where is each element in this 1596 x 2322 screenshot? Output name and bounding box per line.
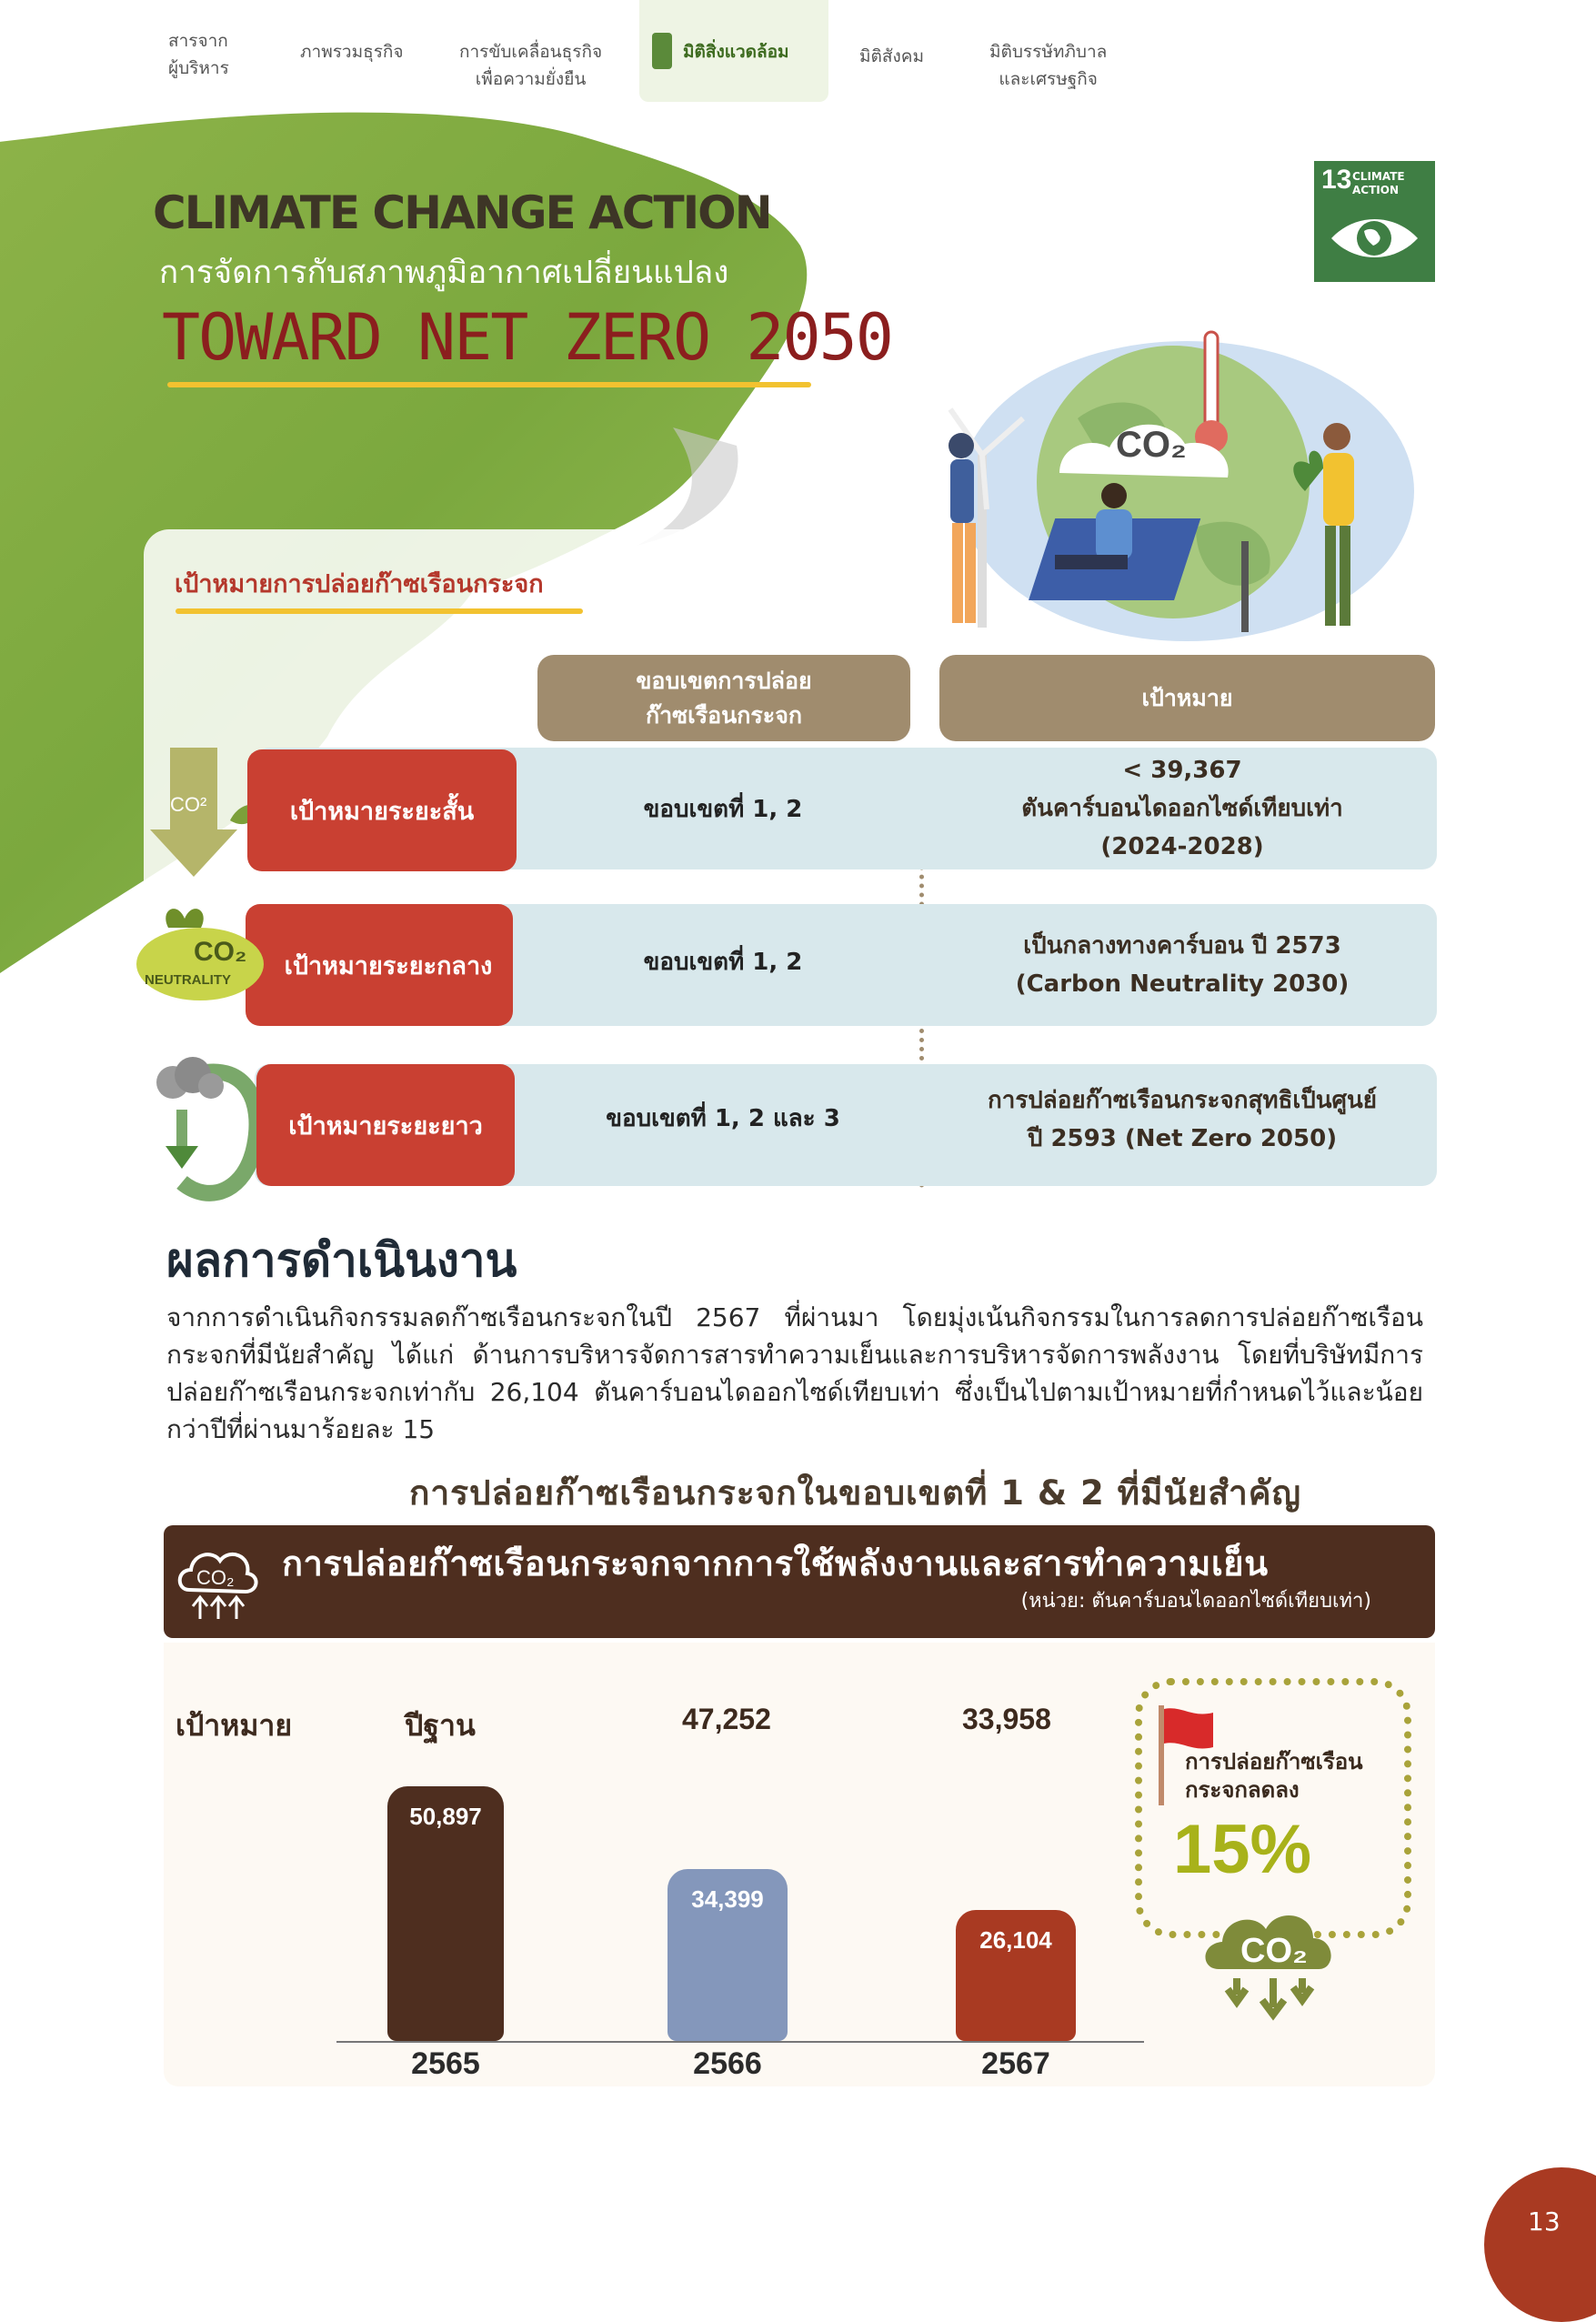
nav-active-tab[interactable] [639,0,828,102]
nav-item-social[interactable]: มิติสังคม [859,46,924,66]
target-row-medium-target: เป็นกลางทางคาร์บอน ปี 2573 (Carbon Neutrality 2030) [1015,932,1350,998]
header-scope [537,655,910,741]
page-number-badge [1484,2167,1596,2322]
bar-value-label: 26,104 [979,1926,1052,1954]
nav-item-business-overview[interactable]: ภาพรวมธุรกิจ [300,42,404,62]
performance-title: ผลการดำเนินงาน [166,1234,517,1288]
nav-item-governance[interactable]: มิติบรรษัทภิบาล และเศรษฐกิจ [989,42,1108,89]
target-row-long-scope: ขอบเขตที่ 1, 2 และ 3 [606,1104,840,1132]
hero-title-th: การจัดการกับสภาพภูมิอากาศเปลี่ยนแปลง [159,255,729,291]
cloud-co2-text: CO₂ [1240,1932,1308,1970]
bar-value-label: 50,897 [409,1803,482,1830]
leaf-icon [652,33,672,69]
x-axis [336,2041,1144,2043]
recycle-cloud-icon [146,1055,268,1205]
co2-cloud-label: CO₂ [1116,425,1187,465]
sdg-line1: CLIMATE [1352,170,1405,183]
sdg-line2: ACTION [1352,184,1399,196]
hero-title-en: CLIMATE CHANGE ACTION [153,186,771,239]
header-target-label: เป้าหมาย [1141,684,1233,711]
sdg-13-badge [1314,161,1435,282]
bar-value-label: 34,399 [691,1885,764,1913]
co2-neutrality-icon [132,900,268,1008]
hero-tagline: TOWARD NET ZERO 2050 [162,300,892,375]
row-label-target: เป้าหมาย [176,1709,293,1742]
reduction-text: การปล่อยก๊าซเรือน กระจกลดลง [1185,1749,1363,1803]
emissions-unit: (หน่วย: ตันคาร์บอนไดออกไซด์เทียบเท่า) [1020,1590,1371,1613]
col-label-2566-target: 47,252 [682,1703,771,1735]
band-co2-text: CO₂ [196,1566,235,1589]
targets-title: เป้าหมายการปล่อยก๊าซเรือนกระจก [175,570,544,598]
x-tick-label: 2565 [411,2046,480,2081]
target-row-short-target: < 39,367 ตันคาร์บอนไดออกไซด์เทียบเท่า (2024-2028) [1021,757,1343,860]
header-scope-label: ขอบเขตการปล่อย ก๊าซเรือนกระจก [636,667,812,729]
header-target [939,655,1435,741]
climate-illustration [896,309,1414,646]
x-tick-label: 2566 [693,2046,762,2081]
nav-item-label: มิติสิ่งแวดล้อม [683,42,789,62]
nav-item-sustainability[interactable]: การขับเคลื่อนธุรกิจ เพื่อความยั่งยืน [459,42,603,89]
targets-title-underline [176,608,583,614]
emissions-band-title: การปล่อยก๊าซเรือนกระจกจากการใช้พลังงานและสารทำความเย็น [282,1543,1269,1583]
nav-item-executive-message[interactable]: สารจาก ผู้บริหาร [168,31,229,78]
col-label-base: ปีฐาน [405,1709,476,1742]
co2-icon-text: CO² [170,793,207,816]
neutrality-co2-text: CO₂ [194,937,247,967]
target-row-long-target: การปล่อยก๊าซเรือนกระจกสุทธิเป็นศูนย์ ปี 2593 (Net Zero 2050) [987,1087,1378,1152]
target-row-long-label: เป้าหมายระยะยาว [256,1064,515,1186]
co2-upload-icon [173,1537,264,1623]
hero-underline [167,382,811,387]
target-row-medium-label: เป้าหมายระยะกลาง [246,904,513,1026]
col-label-2567-target: 33,958 [962,1703,1051,1735]
sdg-number: 13 [1321,165,1352,195]
co2-cloud-down-icon [1200,1887,1346,2033]
reduction-percent: 15% [1173,1811,1312,1888]
x-tick-label: 2567 [981,2046,1050,2081]
target-row-short-label: เป้าหมายระยะสั้น [247,749,517,871]
performance-body: จากการดำเนินกิจกรรมลดก๊าซเรือนกระจกในปี 2567 ที่ผ่านมา โดยมุ่งเน้นกิจกรรมในการลดการปล่อยก๊าซเรือนกระจกที่มีนัยสำคัญ ได้แก่ ด้านการบริหารจัดการสารทำความเย็นและการบริหารจัดการพลังงาน โดยที่บริษัทมีการปล่อยก๊าซเรือนกระจกเท่ากับ 26,104 ตันคาร์บอนไดออกไซด์เทียบเท่า ซึ่งเป็นไปตามเป้าหมายที่กำหนดไว้และน้อยกว่าปีที่ผ่านมาร้อยละ 15 [166,1302,1423,1444]
eye-globe-icon [1328,211,1421,266]
target-row-medium-scope: ขอบเขตที่ 1, 2 [643,948,803,976]
page-number: 13 [1528,2206,1561,2237]
neutrality-text: NEUTRALITY [145,972,231,988]
emissions-section-title: การปล่อยก๊าซเรือนกระจกในขอบเขตที่ 1 & 2 ที่มีนัยสำคัญ [409,1473,1302,1513]
target-row-short-scope: ขอบเขตที่ 1, 2 [643,795,803,823]
